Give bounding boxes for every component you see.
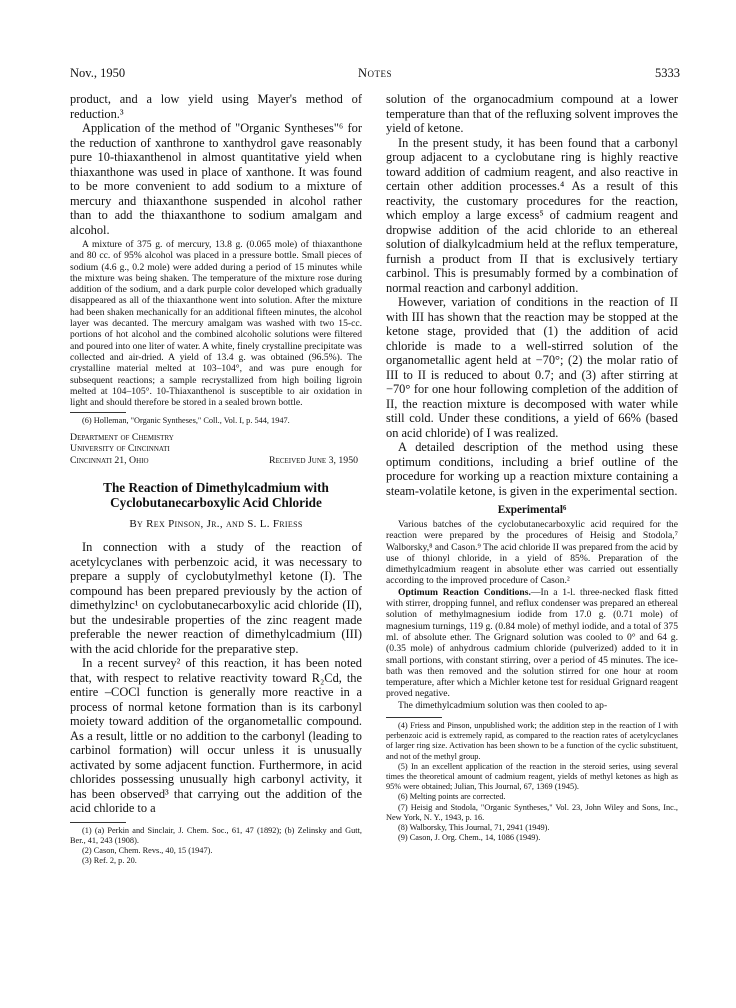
footnote: (2) Cason, Chem. Revs., 40, 15 (1947). xyxy=(82,846,213,856)
footnote: (4) Friess and Pinson, unpublished work; the addition step in the reaction of I with perbenzoic acid is extremely rapid, as compared to the reaction rates of acetylcyclanes of larger ring size. Activation has been shown to be a function of the cyclic substituent, and not of the methyl group. xyxy=(386,721,678,761)
footnote: (9) Cason, J. Org. Chem., 14, 1086 (1949). xyxy=(398,833,541,843)
footnote: (3) Ref. 2, p. 20. xyxy=(82,856,137,866)
paragraph: solution of the organocadmium compound at a lower temperature than that of the refluxing solvent improves the yield of ketone. xyxy=(386,92,678,135)
page-number: 5333 xyxy=(655,66,680,80)
paragraph: In a recent survey² of this reaction, it has been noted that, with respect to relative reactivity toward R₂Cd, the entire –COCl function is generally more reactive in a process of normal ketone formation than is its carbonyl moiety toward addition of the organometallic compound. As a result, little or no addition to the carbonyl (leading to carbinol formation) will occur unless it is unusually activated by some adjacent function. Furthermore, in acid chlorides possessing unusually high carbonyl activity, it has been observed³ that carrying out the addition of the acid chloride to a xyxy=(70,656,362,816)
procedure-paragraph: Various batches of the cyclobutanecarboxylic acid required for the reaction were prepared by the procedures of Heisig and Stodola,⁷ Walborsky,⁸ and Cason.⁹ The acid chloride II was prepared from the acid by use of thionyl chloride, in a yield of 85%. Preparation of the dimethylcadmium reagent in absolute ether was carried out essentially according to the improved procedure of Cason.² xyxy=(386,519,678,587)
article-title: The Reaction of Dimethylcadmium with Cyclobutanecarboxylic Acid Chloride xyxy=(103,480,329,511)
article-authors: By Rex Pinson, Jr., and S. L. Friess xyxy=(129,518,303,531)
paragraph: Application of the method of "Organic Syntheses"⁶ for the reduction of xanthrone to xanthydrol gave reasonably pure 10-thiaxanthenol in almost quantitative yield when thiaxanthone was used in place of xanthone. It was found to be more convenient to add sodium to a mixture of mercury and thiaxanthone suspended in alcohol rather than to add the thiaxanthone to sodium amalgam and alcohol. xyxy=(70,121,362,237)
paragraph: However, variation of conditions in the reaction of II with III has shown that the reaction may be stopped at the ketone stage, provided that (1) the addition of acid chloride is made to a well-stirred solution of the organometallic agent held at −70°; (2) the molar ratio of III to II is reduced to about 0.7; and (3) after stirring at −70° for one hour following completion of the addition of II, the reaction mixture is decomposed with water while still cold. Under these conditions, a yield of 66% (based on acid chloride) of I was realized. xyxy=(386,295,678,440)
procedure-paragraph xyxy=(386,587,678,700)
procedure-text: —In a 1-l. three-necked flask fitted with stirrer, dropping funnel, and reflux condenser was prepared an ethereal solution of methylmagnesium iodide from 17.0 g. (0.71 mole) of magnesium turnings, 119 g. (0.84 mole) of methyl iodide, and a total of 375 ml. of absolute ether. The Grignard solution was cooled to 0° and 64 g. (0.35 mole) of anhydrous cadmium chloride (pulverized) added to it in small portions, with constant stirring, over a period of 45 minutes. The ice-bath was then removed and the solution stirred for one hour at room temperature, after which a Michler ketone test for residual Grignard reagent proved negative. xyxy=(386,586,678,700)
footnote-rule xyxy=(70,822,126,823)
running-head xyxy=(70,66,680,82)
procedure-paragraph: A mixture of 375 g. of mercury, 13.8 g. (0.065 mole) of thiaxanthone and 80 cc. of 95% alcohol was placed in a pressure bottle. Small pieces of sodium (4.6 g., 0.2 mole) were added during a period of 15 minutes while the mixture was being shaken. The temperature of the mixture rose during addition of the sodium, and a dark purple color developed which gradually disappeared as all of the thiaxanthone went into solution. After the mixture had been shaken mechanically for an additional fifteen minutes, the alcohol layer was decanted. The mercury amalgam was washed with two 15-cc. portions of hot alcohol and the combined alcoholic solutions were filtered and poured into one liter of water. A white, finely crystalline precipitate was collected and air-dried. A yield of 13.4 g. was obtained (96.5%). The crystalline material melted at 103–104°, and was pure enough for subsequent reactions; a sample recrystallized from high boiling ligroin melted at 104–105°. 10-Thiaxanthenol is susceptible to air oxidation in light and should therefore be stored in a sealed brown bottle. xyxy=(70,239,362,409)
author-address xyxy=(70,432,362,467)
running-head-date: Nov., 1950 xyxy=(70,66,126,80)
footnote: (5) In an excellent application of the reaction in the steroid series, using several times the theoretical amount of cadmium reagent, yields of methyl ketones as high as 95% were obtained; Julian, This Journal, 67, 1369 (1945). xyxy=(386,761,678,792)
footnote-rule xyxy=(386,717,442,718)
procedure-paragraph: The dimethylcadmium solution was then cooled to ap- xyxy=(398,699,608,711)
received-date: Received June 3, 1950 xyxy=(269,454,358,466)
address-line: University of Cincinnati xyxy=(70,443,170,455)
right-column xyxy=(386,92,678,843)
footnote-rule xyxy=(70,412,126,413)
paragraph: In connection with a study of the reaction of acetylcyclanes with perbenzoic acid, it was necessary to prepare a supply of cyclobutylmethyl ketone (I). The compound has been prepared previously by the action of dimethylzinc¹ on cyclobutanecarboxylic acid chloride (II), but the undesirable properties of the zinc reagent made preferable the newer reaction of dimethylcadmium (III) with the acid chloride for the preparative step. xyxy=(70,540,362,656)
section-heading: Experimental⁶ xyxy=(497,504,567,516)
running-head-section: Notes xyxy=(357,66,393,80)
address-line: Department of Chemistry xyxy=(70,431,174,443)
paragraph: A detailed description of the method using these optimum conditions, including a brief outline of the procedure for working up a reaction mixture containing a steam-volatile ketone, is given in the experimental section. xyxy=(386,440,678,498)
footnote: (7) Heisig and Stodola, "Organic Syntheses," Vol. 23, John Wiley and Sons, Inc., New York, N. Y., 1943, p. 16. xyxy=(386,802,678,822)
footnote: (8) Walborsky, This Journal, 71, 2941 (1949). xyxy=(398,823,550,833)
left-column xyxy=(70,92,362,866)
footnote: (1) (a) Perkin and Sinclair, J. Chem. Soc., 61, 47 (1892); (b) Zelinsky and Gutt, Ber., 41, 243 (1908). xyxy=(70,825,362,845)
footnote: (6) Melting points are corrected. xyxy=(398,792,506,802)
run-in-heading: Optimum Reaction Conditions. xyxy=(398,586,531,598)
paragraph: In the present study, it has been found that a carbonyl group adjacent to a cyclobutane ring is highly reactive toward addition of cadmium reagent, and also reactive in certain other addition processes.⁴ As a result of this reactivity, the customary procedures for the reaction, which employ a large excess⁵ of cadmium reagent and dropwise addition of the acid chloride to an ethereal solution of dialkylcadmium held at the reflux temperature, furnish a product from II that is exclusively tertiary carbinol. This is presumably formed by a combination of normal reaction and carbonyl addition. xyxy=(386,135,678,295)
address-line: Cincinnati 21, Ohio xyxy=(70,454,149,466)
paragraph: product, and a low yield using Mayer's method of reduction.³ xyxy=(70,92,362,121)
footnote: (6) Holleman, "Organic Syntheses," Coll., Vol. I, p. 544, 1947. xyxy=(82,416,290,426)
